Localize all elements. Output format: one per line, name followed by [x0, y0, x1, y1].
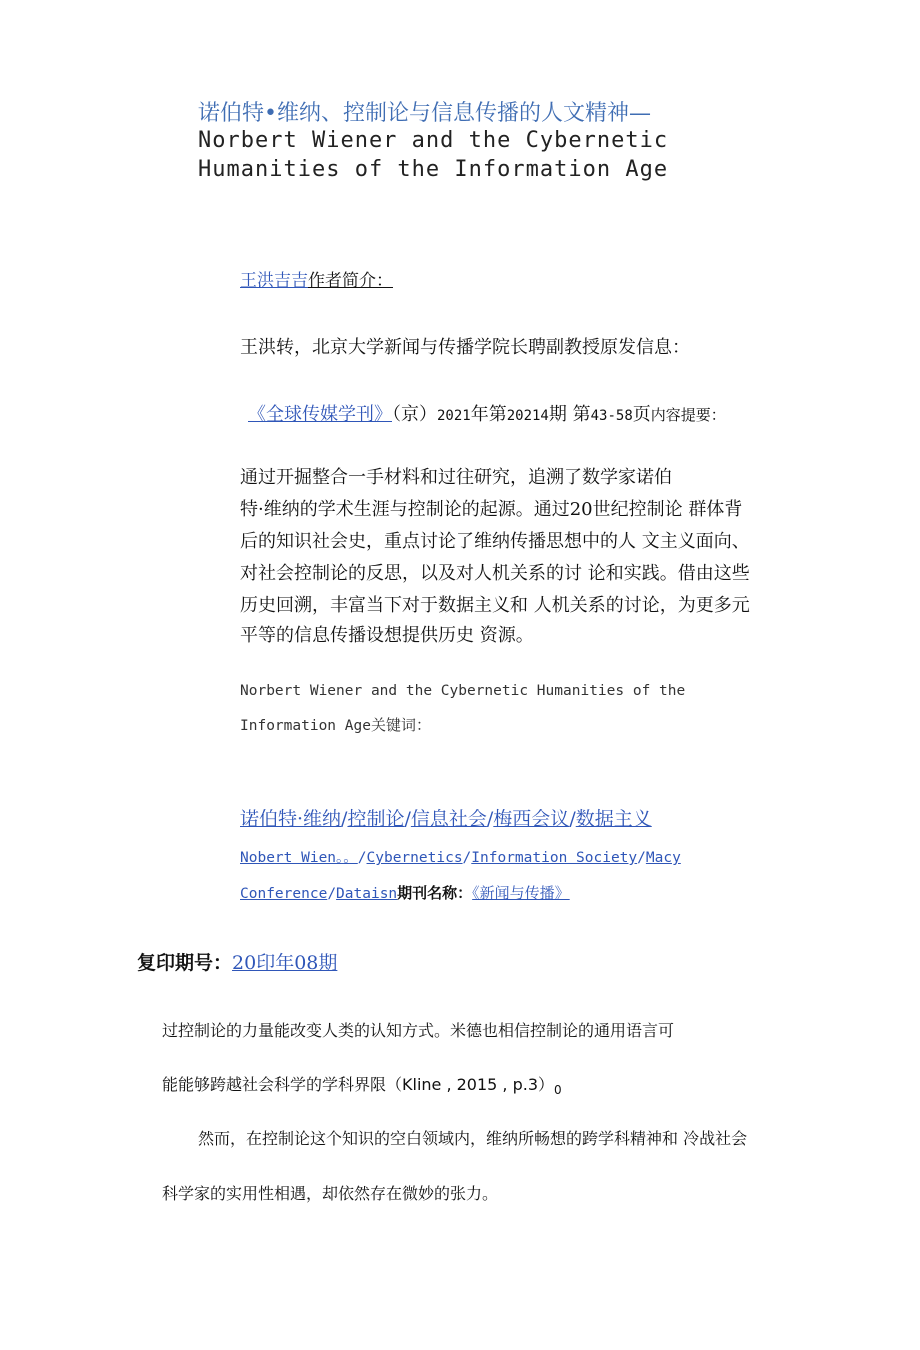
english-title-line1: Norbert Wiener and the Cybernetic Humanities of the [240, 683, 686, 699]
keyword-separator: / [404, 808, 411, 830]
keyword-separator: / [569, 808, 576, 830]
keyword-link[interactable]: 诺伯特·维纳 [240, 808, 342, 830]
keyword-en-link[interactable]: Dataisn [336, 886, 398, 902]
english-title-line2 [240, 714, 431, 735]
body-line-1: 过控制论的力量能改变人类的认知方式。米德也相信控制论的通用语言可 [162, 1021, 675, 1040]
reprint-value[interactable]: 20印年08期 [232, 952, 338, 974]
keyword-en-link[interactable]: Cybernetics [366, 850, 463, 866]
keyword-link[interactable]: 控制论 [347, 808, 405, 830]
source-year: 2021 [437, 408, 471, 424]
reprint-line [137, 948, 337, 975]
keyword-en-link[interactable]: Macy [645, 850, 681, 866]
keyword-separator: / [357, 850, 367, 866]
author-bio: 王洪转，北京大学新闻与传播学院长聘副教授原发信息： [240, 337, 690, 358]
reprint-label: 复印期号： [137, 952, 233, 974]
keywords-chinese [240, 804, 652, 831]
keyword-en-link[interactable]: Conference [240, 886, 328, 902]
source-pages-prefix: 期 第 [548, 404, 591, 425]
keyword-en-link[interactable]: Information Society [471, 850, 638, 866]
keyword-link[interactable]: 信息社会 [410, 808, 487, 830]
keyword-link[interactable]: 梅西会议 [493, 808, 570, 830]
keyword-en-link[interactable]: Nobert Wien。。 [240, 850, 358, 866]
journal-name-label: 期刊名称： [397, 884, 473, 902]
keyword-separator: / [327, 886, 337, 902]
keyword-separator: / [462, 850, 472, 866]
author-line [240, 266, 393, 291]
keyword-separator: / [341, 808, 348, 830]
source-region: （京） [392, 404, 437, 425]
source-issue-prefix: 年第 [470, 404, 507, 425]
keyword-separator: / [486, 808, 494, 830]
body-line-2-text: 能能够跨越社会科学的学科界限（Kline , 2015 , p.3） [162, 1075, 555, 1094]
source-pages-suffix: 页 [632, 404, 651, 425]
keyword-separator: / [637, 850, 646, 866]
abstract-line-4: 对社会控制论的反思，以及对人机关系的讨 论和实践。借由这些 [240, 563, 750, 584]
english-title-line2-text: Information Age [240, 718, 371, 734]
source-journal-link[interactable]: 《全球传媒学刊》 [248, 404, 392, 425]
body-line-4: 科学家的实用性相遇，却依然存在微妙的张力。 [162, 1184, 499, 1203]
source-pages: 43-58 [590, 408, 633, 424]
source-line [248, 400, 726, 426]
abstract-line-2: 特·维纳的学术生涯与控制论的起源。通过20世纪控制论 群体背 [240, 499, 743, 520]
keywords-label: 关键词： [370, 716, 431, 734]
source-issue: 20214 [506, 408, 549, 424]
body-line-2 [162, 1072, 562, 1097]
keywords-english-line2 [240, 882, 570, 903]
abstract-line-3: 后的知识社会史，重点讨论了维纳传播思想中的人 文主义面向、 [240, 531, 750, 552]
body-line-2-suffix: 0 [554, 1083, 562, 1097]
title-english-line2: Humanities of the Information Age [198, 157, 669, 182]
summary-label: 内容提要： [650, 406, 726, 424]
keywords-english-line1 [240, 846, 681, 867]
abstract-line-6: 平等的信息传播设想提供历史 资源。 [240, 625, 534, 646]
body-line-3: 然而，在控制论这个知识的空白领域内，维纳所畅想的跨学科精神和 冷战社会 [198, 1129, 748, 1148]
abstract-line-5: 历史回溯，丰富当下对于数据主义和 人机关系的讨论，为更多元 [240, 595, 750, 616]
author-intro-label: 作者简介： [308, 271, 393, 291]
author-name-link[interactable]: 王洪吉吉 [240, 271, 308, 291]
keyword-link[interactable]: 数据主义 [575, 808, 652, 830]
title-english-line1: Norbert Wiener and the Cybernetic [198, 128, 669, 153]
title-chinese: 诺伯特•维纳、控制论与信息传播的人文精神— [198, 101, 651, 126]
journal-name-link[interactable]: 《新闻与传播》 [472, 884, 570, 902]
abstract-line-1: 通过开掘整合一手材料和过往研究，追溯了数学家诺伯 [240, 467, 672, 488]
